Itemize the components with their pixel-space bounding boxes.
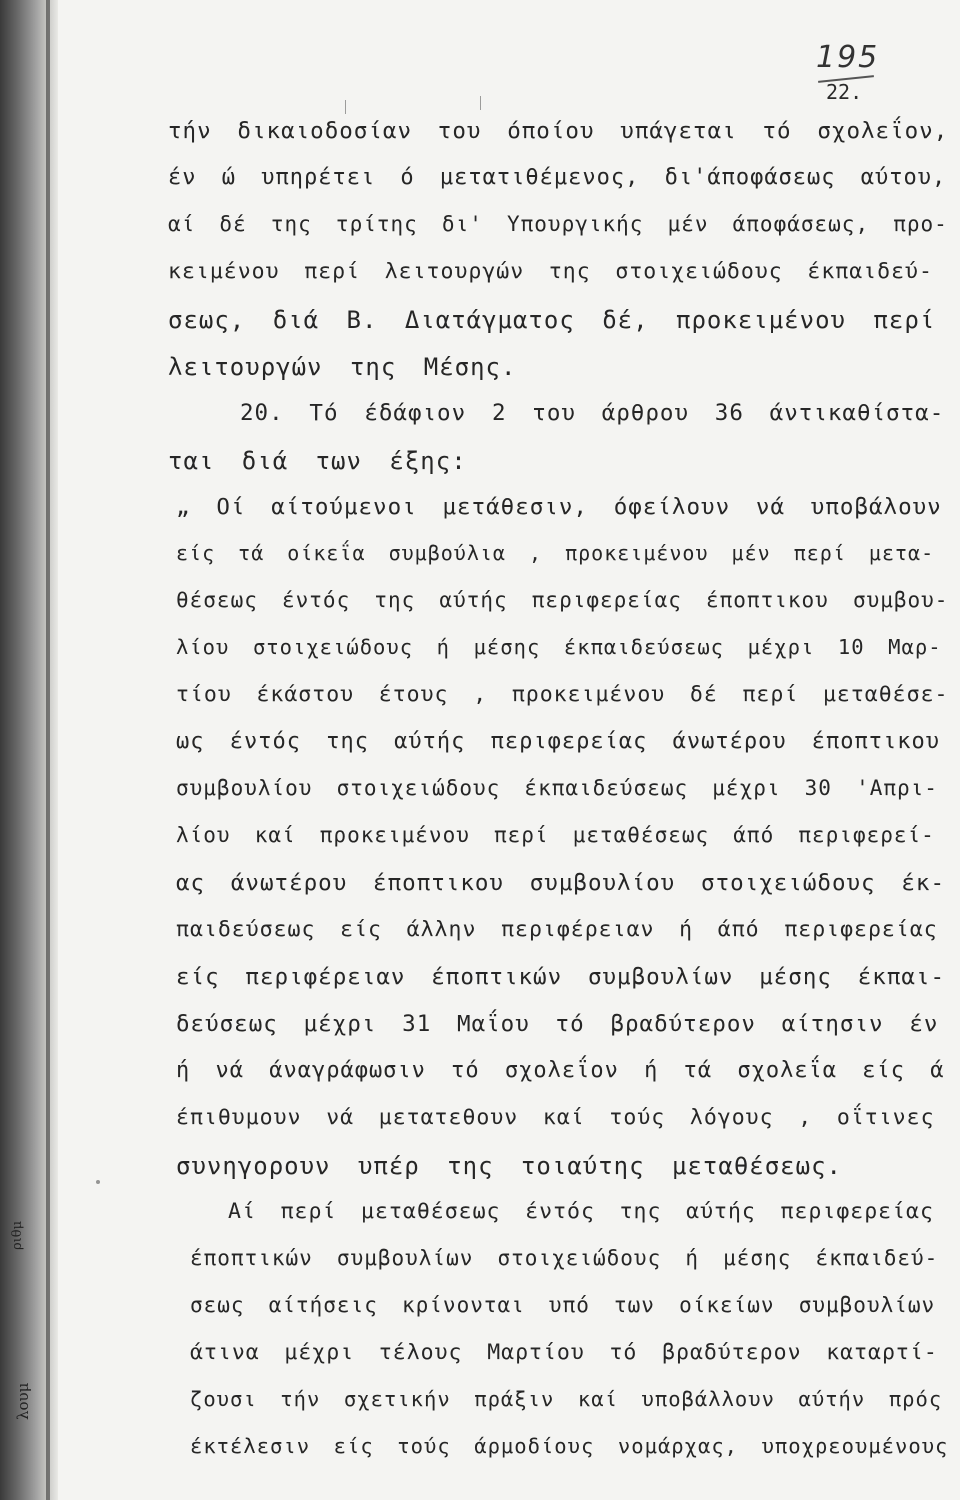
text-line: έκτέλεσιν είς τούς άρμοδίους νομάρχας, υποχρεουμένους	[190, 1434, 949, 1458]
text-line: τίου έκάστου έτους , προκειμένου δέ περί μεταθέσε-	[176, 682, 949, 707]
scan-tick	[345, 100, 346, 114]
text-line: λειτουργών της Μέσης.	[168, 353, 517, 381]
text-line: λίου καί προκειμένου περί μεταθέσεως άπό περιφερεί-	[176, 823, 935, 847]
folio-number: 195	[816, 40, 880, 75]
text-line: είς περιφέρειαν έποπτικών συμβουλίων μέσης έκπαι-	[176, 964, 946, 990]
text-line: συμβουλίου στοιχειώδους έκπαιδεύσεως μέχρι 30 'Απρι-	[176, 776, 938, 800]
margin-bleed-top: ριθμ	[10, 1220, 25, 1250]
scan-speck	[96, 1180, 100, 1184]
text-line: άτινα μέχρι τέλους Μαρτίου τό βραδύτερον καταρτί-	[190, 1340, 938, 1365]
text-line: ή νά άναγράφωσιν τό σχολεΐον ή τά σχολεΐα είς ά	[176, 1058, 945, 1083]
text-line: έν ώ υπηρέτει ό μετατιθέμενος, δι'άποφάσεως αύτου,	[168, 165, 947, 190]
text-line: έπιθυμουν νά μετατεθουν καί τούς λόγους , οΐτινες	[176, 1105, 935, 1130]
text-line: ται διά των έξης:	[168, 447, 467, 475]
text-line: „ Οί αίτούμενοι μετάθεσιν, όφείλουν νά υποβάλουν	[176, 494, 942, 520]
text-line: δεύσεως μέχρι 31 Μαΐου τό βραδύτερον αίτησιν έν	[176, 1011, 939, 1037]
text-line: κειμένου περί λειτουργών της στοιχειώδους έκπαιδεύ-	[168, 259, 933, 284]
text-line: παιδεύσεως είς άλλην περιφέρειαν ή άπό περιφερείας	[176, 917, 938, 942]
text-line: σεως αίτήσεις κρίνονται υπό των οίκείων συμβουλίων	[190, 1293, 936, 1317]
text-line: συνηγορουν υπέρ της τοιαύτης μεταθέσεως.	[176, 1152, 842, 1180]
text-line: ας άνωτέρου έποπτικου συμβουλίου στοιχειώδους έκ-	[176, 870, 946, 896]
text-line: είς τά οίκεΐα συμβούλια , προκειμένου μέν περί μετα-	[176, 541, 935, 565]
text-line: λίου στοιχειώδους ή μέσης έκπαιδεύσεως μέχρι 10 Μαρ-	[176, 635, 942, 659]
page-number: 22.	[826, 80, 863, 104]
text-line: αί δέ της τρίτης δι' Υπουργικής μέν άποφάσεως, προ-	[168, 212, 948, 236]
text-line: Αί περί μεταθέσεως έντός της αύτής περιφερείας	[228, 1199, 934, 1224]
margin-bleed-bottom: λουμ	[14, 1382, 32, 1420]
text-line: ζουσι τήν σχετικήν πράξιν καί υποβάλλουν αύτήν πρός	[190, 1387, 943, 1411]
text-line: 20. Τό έδάφιον 2 του άρθρου 36 άντικαθίστα-	[240, 400, 945, 426]
scan-tick	[480, 96, 481, 110]
text-line: σεως, διά Β. Διατάγματος δέ, προκειμένου περί	[168, 306, 936, 334]
text-line: έποπτικών συμβουλίων στοιχειώδους ή μέσης έκπαιδεύ-	[190, 1246, 939, 1270]
text-line: τήν δικαιοδοσίαν του όποίου υπάγεται τό σχολεΐον,	[168, 118, 949, 144]
text-line: θέσεως έντός της αύτής περιφερείας έποπτικου συμβου-	[176, 588, 949, 612]
text-line: ως έντός της αύτής περιφερείας άνωτέρου έποπτικου	[176, 729, 941, 754]
